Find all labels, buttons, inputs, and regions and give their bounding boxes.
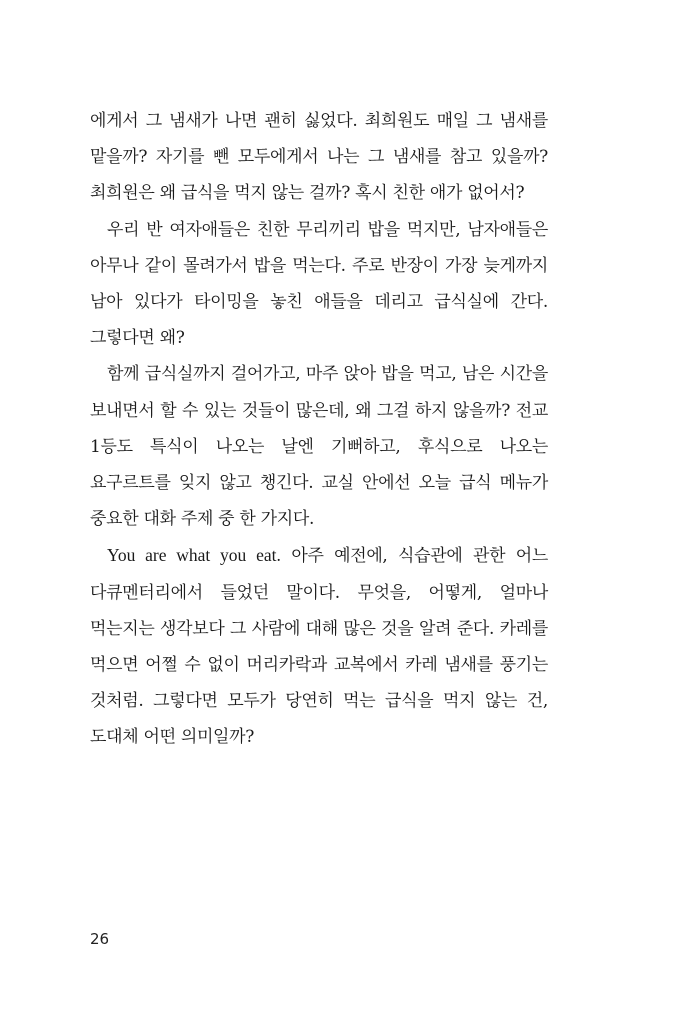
paragraph-1 <box>90 103 548 212</box>
paragraph-2 <box>90 212 548 357</box>
page-number: 26 <box>90 930 110 948</box>
paragraph-text: 에게서 그 냄새가 나면 괜히 싫었다. 최희원도 매일 그 냄새를 맡을까? 자기를 뺀 모두에게서 나는 그 냄새를 참고 있을까? 최희원은 왜 급식을 먹지 않는 걸까? 혹시 친한 애가 없어서? <box>90 111 548 204</box>
paragraph-text: 함께 급식실까지 걸어가고, 마주 앉아 밥을 먹고, 남은 시간을 보내면서 할 수 있는 것들이 많은데, 왜 그걸 하지 않을까? 전교 1등도 특식이 나오는 날엔 기뻐하고, 후식으로 나오는 요구르트를 잊지 않고 챙긴다. 교실 안에선 오늘 급식 메뉴가 중요한 대화 주제 중 한 가지다. <box>90 364 548 530</box>
paragraph-text: 아주 예전에, 식습관에 관한 어느 다큐멘터리에서 들었던 말이다. 무엇을, 어떻게, 얼마나 먹는지는 생각보다 그 사람에 대해 많은 것을 알려 준다. 카레를 먹으면 어쩔 수 없이 머리카락과 교복에서 카레 냄새를 풍기는 것처럼. 그렇다면 모두가 당연히 먹는 급식을 먹지 않는 건, 도대체 어떤 의미일까? <box>90 546 548 748</box>
page-body <box>90 103 548 756</box>
paragraph-4 <box>90 537 548 755</box>
paragraph-text: 우리 반 여자애들은 친한 무리끼리 밥을 먹지만, 남자애들은 아무나 같이 몰려가서 밥을 먹는다. 주로 반장이 가장 늦게까지 남아 있다가 타이밍을 놓친 애들을 데리고 급식실에 간다. 그렇다면 왜? <box>90 219 548 349</box>
paragraph-3 <box>90 356 548 537</box>
english-quote: You are what you eat. <box>107 545 281 566</box>
